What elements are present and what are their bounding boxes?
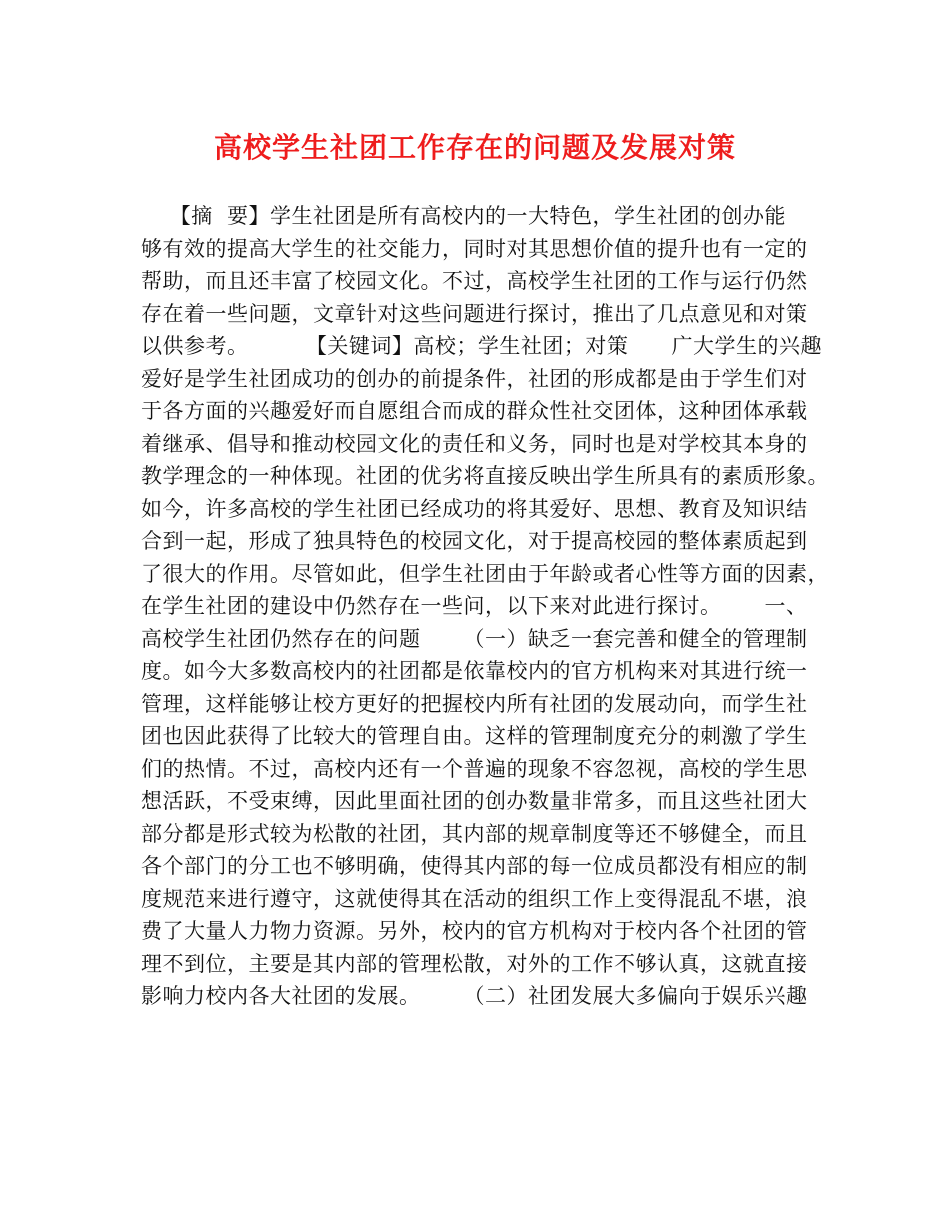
body-line: 如今，许多高校的学生社团已经成功的将其爱好、思想、教育及知识结 bbox=[141, 496, 808, 521]
body-line: 【摘 要】学生社团是所有高校内的一大特色，学生社团的创办能 bbox=[141, 204, 787, 228]
body-line: 想活跃，不受束缚，因此里面社团的创办数量非常多，而且这些社团大 bbox=[141, 789, 808, 813]
body-line: 教学理念的一种体现。社团的优劣将直接反映出学生所具有的素质形象。 bbox=[141, 464, 829, 488]
body-line: 各个部门的分工也不够明确，使得其内部的每一位成员都没有相应的制 bbox=[141, 854, 808, 878]
body-line: 们的热情。不过，高校内还有一个普遍的现象不容忽视，高校的学生思 bbox=[141, 756, 808, 781]
body-line: 于各方面的兴趣爱好而自愿组合而成的群众性社交团体，这种团体承载 bbox=[141, 399, 808, 423]
document-title: 高校学生社团工作存在的问题及发展对策 bbox=[213, 131, 736, 164]
body-line: 团也因此获得了比较大的管理自由。这样的管理制度充分的刺激了学生 bbox=[141, 724, 808, 748]
body-line: 着继承、倡导和推动校园文化的责任和义务，同时也是对学校其本身的 bbox=[141, 431, 808, 456]
body-line: 理不到位，主要是其内部的管理松散，对外的工作不够认真，这就直接 bbox=[141, 951, 808, 976]
body-line: 够有效的提高大学生的社交能力，同时对其思想价值的提升也有一定的 bbox=[141, 236, 808, 261]
body-line: 在学生社团的建设中仍然存在一些问，以下来对此进行探讨。 一、 bbox=[141, 594, 808, 618]
body-line: 部分都是形式较为松散的社团，其内部的规章制度等还不够健全，而且 bbox=[141, 821, 808, 846]
document-body bbox=[141, 200, 831, 1013]
body-line: 爱好是学生社团成功的创办的前提条件，社团的形成都是由于学生们对 bbox=[141, 366, 808, 391]
body-line: 帮助，而且还丰富了校园文化。不过，高校学生社团的工作与运行仍然 bbox=[141, 269, 808, 293]
body-line: 费了大量人力物力资源。另外，校内的官方机构对于校内各个社团的管 bbox=[141, 919, 808, 943]
body-line: 存在着一些问题，文章针对这些问题进行探讨，推出了几点意见和对策 bbox=[141, 301, 808, 326]
body-line: 管理，这样能够让校方更好的把握校内所有社团的发展动向，而学生社 bbox=[141, 691, 808, 716]
body-line: 合到一起，形成了独具特色的校园文化，对于提高校园的整体素质起到 bbox=[141, 529, 808, 553]
body-line: 了很大的作用。尽管如此，但学生社团由于年龄或者心性等方面的因素， bbox=[141, 561, 829, 586]
body-line: 度。如今大多数高校内的社团都是依靠校内的官方机构来对其进行统一 bbox=[141, 659, 808, 683]
body-line: 影响力校内各大社团的发展。 （二）社团发展大多偏向于娱乐兴趣 bbox=[141, 984, 808, 1008]
body-line: 以供参考。 【关键词】高校；学生社团；对策 广大学生的兴趣 bbox=[141, 334, 822, 358]
body-line: 高校学生社团仍然存在的问题 （一）缺乏一套完善和健全的管理制 bbox=[141, 626, 808, 651]
body-line: 度规范来进行遵守，这就使得其在活动的组织工作上变得混乱不堪，浪 bbox=[141, 886, 808, 911]
